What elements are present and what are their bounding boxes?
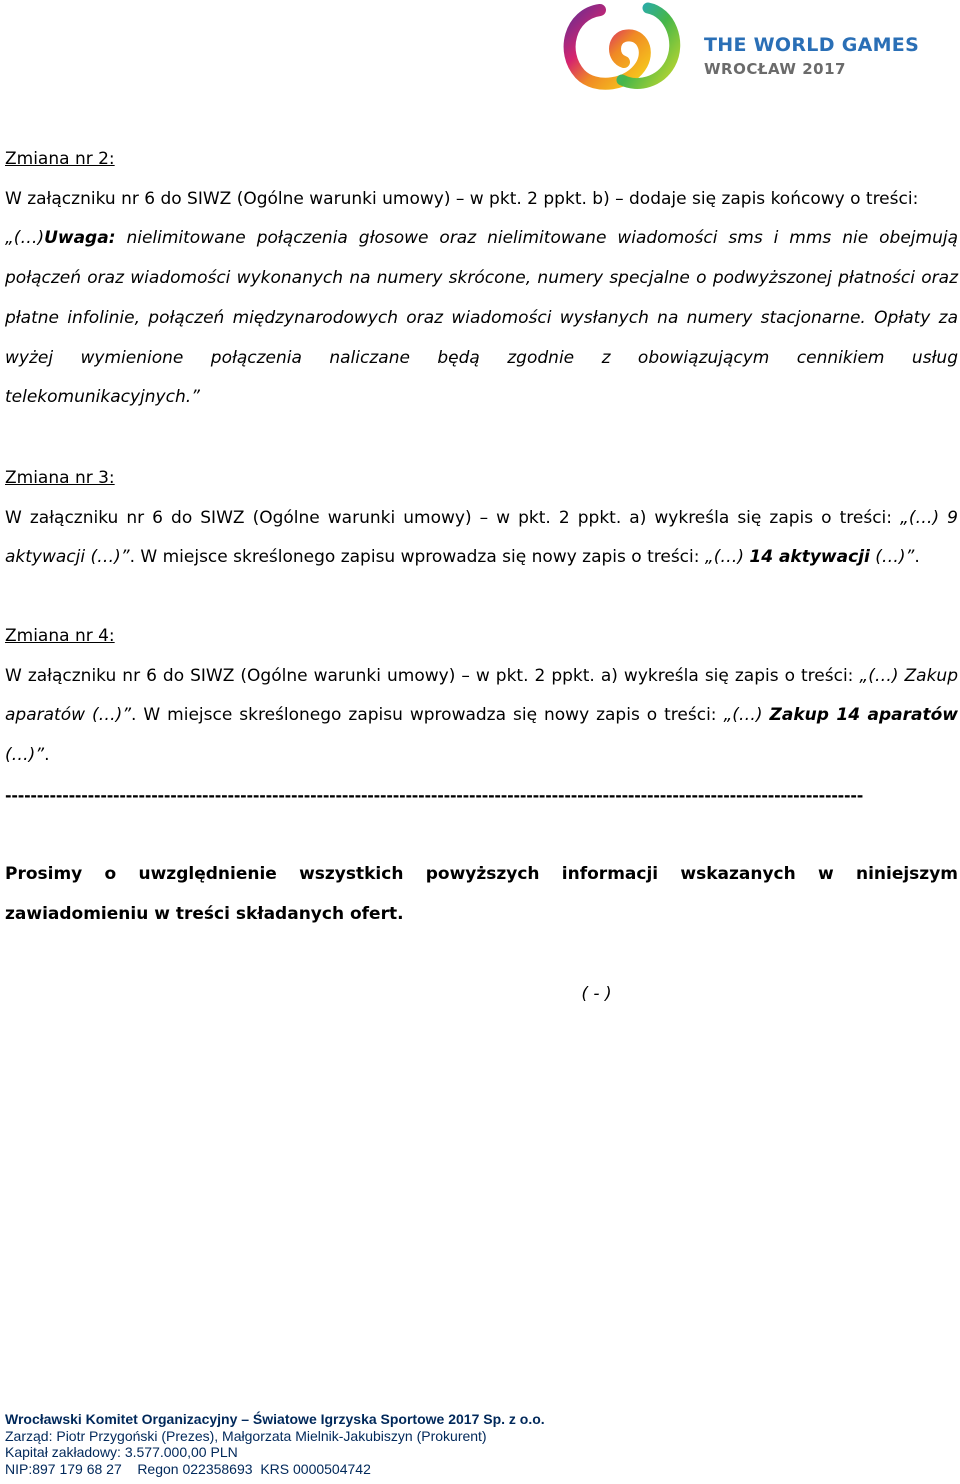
footer-board: Zarząd: Piotr Przygoński (Prezes), Małgorzata Mielnik-Jakubiszyn (Prokurent) [5, 1427, 487, 1444]
change-3-text-part2: . W miejsce skreślonego zapisu wprowadza się nowy zapis o treści: [129, 547, 705, 568]
quote-open: „(…) [5, 228, 45, 249]
change-4-text-part2: . W miejsce skreślonego zapisu wprowadza się nowy zapis o treści: [131, 705, 724, 726]
change-2-quote [5, 219, 958, 418]
change-4-new-quote-close: (…)” [5, 745, 45, 766]
change-4-text [5, 657, 958, 776]
change-3-new-quote-bold: 14 aktywacji [749, 547, 870, 568]
change-2-intro: W załączniku nr 6 do SIWZ (Ogólne warunki umowy) – w pkt. 2 ppkt. b) – dodaje się zapis końcowy o treści: [5, 188, 919, 209]
change-4-old-quote: „(…) Zakup aparatów (…)” [5, 665, 958, 726]
change-3-new-quote-open: „(…) [704, 547, 750, 568]
change-4-new-quote-bold: Zakup 14 aparatów [769, 705, 958, 726]
footer-company: Wrocławski Komitet Organizacyjny – Światowe Igrzyska Sportowe 2017 Sp. z o.o. [5, 1411, 545, 1427]
change-4-text-part1: W załączniku nr 6 do SIWZ (Ogólne warunki umowy) – w pkt. 2 ppkt. a) wykreśla się zapis o treści: [5, 665, 860, 686]
change-4-heading: Zmiana nr 4: [5, 626, 115, 647]
change-3-text-part1: W załączniku nr 6 do SIWZ (Ogólne warunki umowy) – w pkt. 2 ppkt. a) wykreśla się zapis o treści: [5, 507, 901, 528]
logo-subtitle: WROCŁAW 2017 [704, 60, 846, 78]
world-games-emblem-icon [560, 2, 690, 90]
closing-paragraph: Prosimy o uwzględnienie wszystkich powyższych informacji wskazanych w niniejszym zawiadomieniu w treści składanych ofert. [5, 863, 958, 924]
signature: ( - ) [581, 984, 612, 1005]
change-3-text-end: . [914, 547, 920, 568]
quote-body: nielimitowane połączenia głosowe oraz nielimitowane wiadomości sms i mms nie obejmują połączeń oraz wiadomości wykonanych na numery skrócone, numery specjalne o podwyższonej płatności oraz płatne infolinie, połączeń międzynarodowych oraz wiadomości wysłanych na numery stacjonarne. Opłaty za wyżej wymienione połączenia naliczane będą zgodnie z obowiązującym cennikiem usług telekomunikacyjnych.” [5, 228, 958, 408]
document-body [5, 140, 958, 1014]
logo-title: THE WORLD GAMES [704, 34, 920, 56]
change-3-old-quote: „(…) 9 aktywacji (…)” [5, 507, 958, 568]
footer-registry: NIP:897 179 68 27 Regon 022358693 KRS 0000504742 [5, 1460, 371, 1477]
change-4-new-quote-open: „(…) [723, 705, 770, 726]
footer [5, 1411, 945, 1477]
footer-capital: Kapitał zakładowy: 3.577.000,00 PLN [5, 1444, 238, 1461]
change-2-heading: Zmiana nr 2: [5, 149, 115, 169]
world-games-logo [560, 2, 920, 90]
change-3-heading: Zmiana nr 3: [5, 467, 115, 488]
separator-line: --------------------------------------------------------------------------------------------------------------------------------------- [5, 785, 864, 805]
uwaga-label: Uwaga: [44, 228, 116, 249]
change-3-text [5, 499, 958, 578]
change-4-text-end: . [44, 745, 50, 766]
change-3-new-quote-close: (…)” [869, 547, 915, 568]
